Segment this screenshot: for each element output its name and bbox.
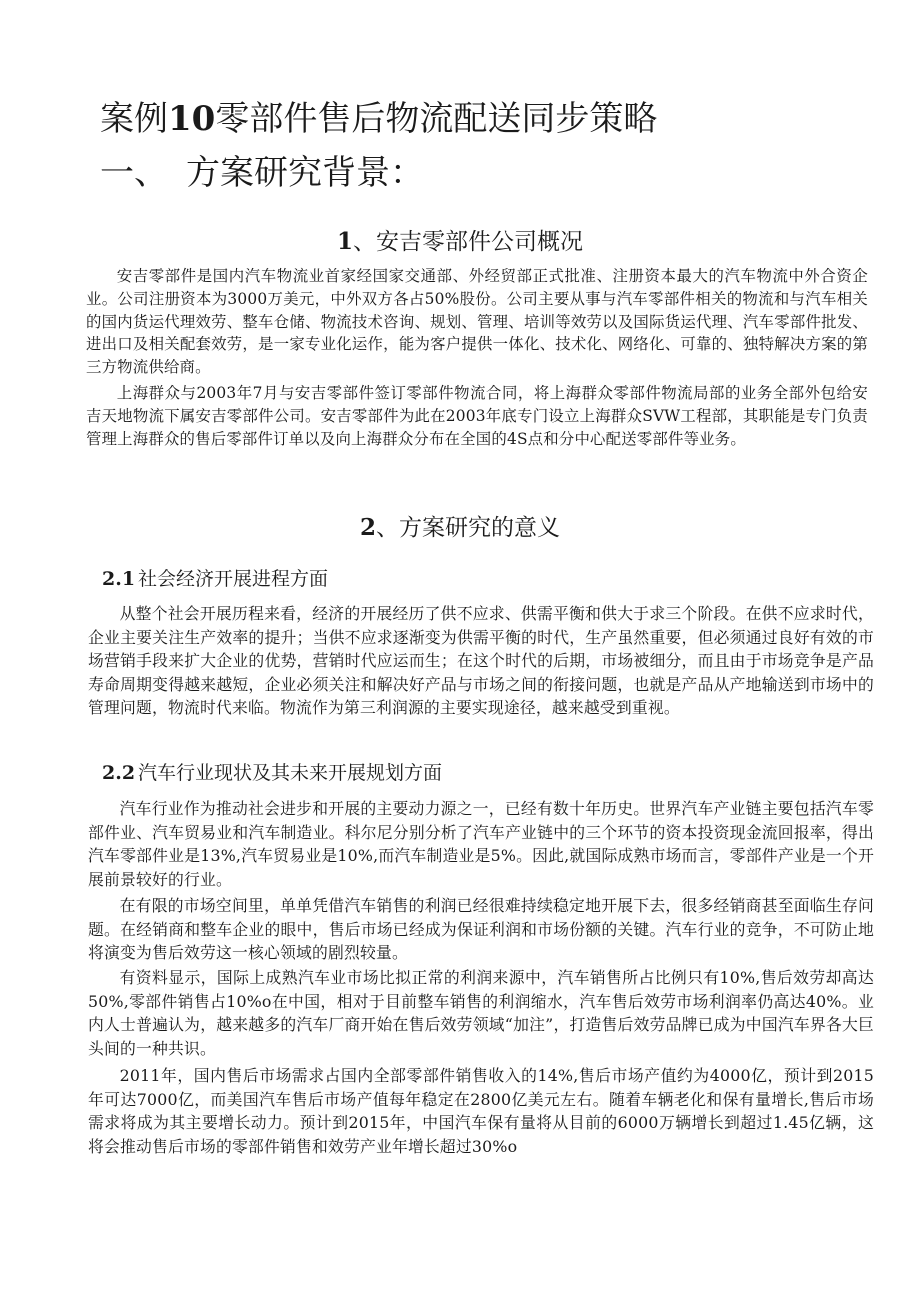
subsection-2-1-title: 社会经济开展进程方面 [138, 568, 329, 590]
subsection-2-2-paragraph-2: 在有限的市场空间里，单单凭借汽车销售的利润已经很难持续稳定地开展下去，很多经销商甚至面临生存问题。在经销商和整车企业的眼中，售后市场已经成为保证利润和市场份额的关键。汽车行业的竞争，不可防止地将演变为售后效劳这一核心领域的剧烈较量。 [88, 896, 874, 963]
subsection-2-2-heading [102, 759, 442, 787]
title-rest: 零部件售后物流配送同步策略 [215, 99, 658, 139]
subsection-2-1-number: 2.1 [102, 568, 136, 590]
title-prefix: 案例 [100, 99, 168, 139]
subsection-2-2-paragraph-3: 有资料显示，国际上成熟汽车业市场比拟正常的利润来源中，汽车销售所占比例只有10%,售后效劳却高达50%,零部件销售占10%o在中国，相对于目前整车销售的利润缩水，汽车售后效劳市场利润率仍高达40%。业内人士普遍认为，越来越多的汽车厂商开始在售后效劳领域“加注”，打造售后效劳品牌已成为中国汽车界各大巨头间的一种共识。 [88, 968, 874, 1058]
subsection-2-2-title: 汽车行业现状及其未来开展规划方面 [138, 762, 443, 784]
subsection-2-1-paragraph-1: 从整个社会开展历程来看，经济的开展经历了供不应求、供需平衡和供大于求三个阶段。在供不应求时代，企业主要关注生产效率的提升；当供不应求逐渐变为供需平衡的时代，生产虽然重要，但必须通过良好有效的市场营销手段来扩大企业的优势，营销时代应运而生；在这个时代的后期，市场被细分，而且由于市场竞争是产品寿命周期变得越来越短，企业必须关注和解决好产品与市场之间的衔接问题，也就是产品从产地输送到市场中的管理问题，物流时代来临。物流作为第三利润源的主要实现途径，越来越受到重视。 [88, 604, 874, 718]
subsection-2-2-paragraph-4: 2011年，国内售后市场需求占国内全部零部件销售收入的14%,售后市场产值约为4000亿，预计到2015年可达7000亿，而美国汽车售后市场产值每年稳定在2800亿美元左右。随着车辆老化和保有量增长,售后市场需求将成为其主要增长动力。预计到2015年，中国汽车保有量将从目前的6000万辆增长到超过1.45亿辆，这将会推动售后市场的零部件销售和效劳产业年增长超过30%o [88, 1066, 874, 1156]
subsection-2-1-heading [102, 565, 328, 593]
chapter-heading [100, 150, 424, 196]
section-1-heading [0, 226, 920, 258]
section-2-number: 2 [359, 514, 376, 541]
section-1-number: 1 [336, 228, 353, 255]
section-1-paragraph-2: 上海群众与2003年7月与安吉零部件签订零部件物流合同，将上海群众零部件物流局部的业务全部外包给安吉天地物流下属安吉零部件公司。安吉零部件为此在2003年底专门设立上海群众SVW工程部，其职能是专门负责管理上海群众的售后零部件订单以及向上海群众分布在全国的4S点和分中心配送零部件等业务。 [86, 384, 868, 448]
section-1-paragraph-1: 安吉零部件是国内汽车物流业首家经国家交通部、外经贸部正式批准、注册资本最大的汽车物流中外合资企业。公司注册资本为3000万美元，中外双方各占50%股份。公司主要从事与汽车零部件相关的物流和与汽车相关的国内货运代理效劳、整车仓储、物流技术咨询、规划、管理、培训等效劳以及国际货运代理、汽车零部件批发、进出口及相关配套效劳，是一家专业化运作，能为客户提供一体化、技术化、网络化、可靠的、独特解决方案的第三方物流供给商。 [86, 267, 868, 377]
chapter-text: 方案研究背景： [186, 153, 424, 193]
section-2-heading [0, 512, 920, 544]
document-title [100, 96, 657, 142]
title-number: 10 [168, 99, 216, 139]
subsection-2-2-number: 2.2 [102, 762, 136, 784]
section-1-title: 、安吉零部件公司概况 [353, 229, 583, 255]
subsection-2-2-paragraph-1: 汽车行业作为推动社会进步和开展的主要动力源之一，已经有数十年历史。世界汽车产业链主要包括汽车零部件业、汽车贸易业和汽车制造业。科尔尼分别分析了汽车产业链中的三个环节的资本投资现金流回报率，得出汽车零部件业是13%,汽车贸易业是10%,而汽车制造业是5%。因此,就国际成熟市场而言，零部件产业是一个开展前景较好的行业。 [88, 799, 874, 889]
section-2-title: 、方案研究的意义 [376, 515, 560, 541]
chapter-number: 一、 [100, 153, 168, 193]
